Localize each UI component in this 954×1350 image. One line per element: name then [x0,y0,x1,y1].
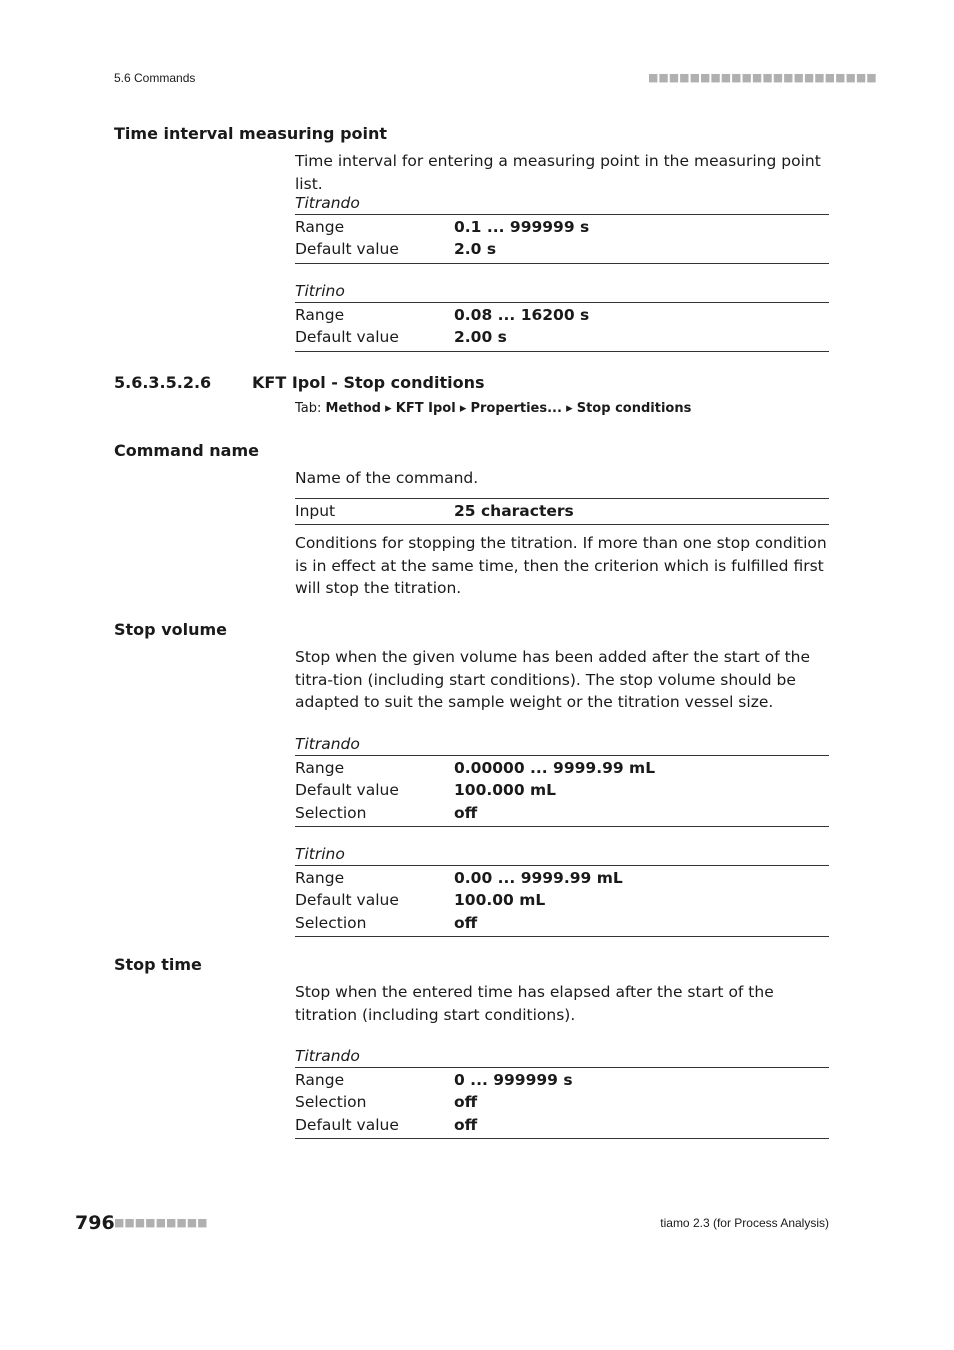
stop-conditions-note: Conditions for stopping the titration. If more than one stop condition is in effect at the same time, then the criterion which is fulfilled first will stop the titration. [295,534,827,597]
table-row [295,1091,829,1113]
tab-path-item: Stop conditions [576,401,692,416]
row-key: Default value [295,1115,399,1134]
table-caption: Titrino [295,845,345,863]
table-row [295,802,829,824]
table-row [295,1114,829,1136]
section-number: 5.6.3.5.2.6 [114,373,212,392]
table-row [295,326,829,348]
row-value: 2.0 s [454,240,497,259]
table-row [295,500,829,522]
row-value: 100.000 mL [454,781,557,800]
table-caption: Titrando [295,1047,360,1065]
section-title: KFT Ipol - Stop conditions [252,373,485,392]
heading-stop-time: Stop time [114,955,202,974]
heading-time-interval: Time interval measuring point [114,124,388,143]
stop-time-description: Stop when the entered time has elapsed after the start of the titration (including start conditions). [295,983,774,1024]
table-row [295,889,829,911]
row-key: Selection [295,913,367,932]
stop-volume-description: Stop when the given volume has been added after the start of the titra-tion (including start conditions). The stop volume should be adapted to suit the sample weight or the titration vessel size. [295,648,811,711]
row-key: Selection [295,1093,367,1112]
param-table-titrino [295,843,829,937]
tab-path [295,401,691,416]
tab-prefix: Tab: [295,401,326,416]
table-row [295,1069,829,1091]
table-caption: Titrando [295,194,360,212]
row-value: off [454,1093,478,1112]
row-key: Selection [295,803,367,822]
table-row [295,238,829,260]
table-row [295,867,829,889]
table-row [295,912,829,934]
table-row [295,216,829,238]
table-row [295,304,829,326]
param-table-input [295,498,829,525]
path-separator-icon: ▸ [561,401,577,416]
time-interval-description: Time interval for entering a measuring point in the measuring point list. [295,152,821,193]
row-value: 100.00 mL [454,891,546,910]
running-head: 5.6 Commands [114,71,196,85]
row-key: Default value [295,781,399,800]
table-caption: Titrando [295,735,360,753]
row-key: Default value [295,240,399,259]
row-value: off [454,913,478,932]
header-dots-decoration: ■■■■■■■■■■■■■■■■■■■■■■ [648,71,877,84]
row-key: Range [295,869,345,887]
path-separator-icon: ▸ [455,401,471,416]
command-name-description: Name of the command. [295,469,479,487]
tab-path-item: Properties... [470,401,562,416]
param-table-titrando [295,733,829,827]
table-row [295,779,829,801]
heading-stop-volume: Stop volume [114,620,228,639]
footer-dots-decoration: ■■■■■■■■■ [114,1216,208,1229]
row-key: Range [295,1071,345,1089]
row-key: Default value [295,328,399,347]
row-key: Default value [295,891,399,910]
page-number: 796 [75,1212,115,1234]
param-table-titrando [295,192,829,264]
table-caption: Titrino [295,282,345,300]
row-key: Input [295,502,336,520]
row-value: off [454,1115,478,1134]
product-name: tiamo 2.3 (for Process Analysis) [660,1216,829,1230]
row-value: 0.08 ... 16200 s [454,306,590,324]
row-key: Range [295,306,345,324]
row-value: 25 characters [454,502,574,520]
table-row [295,757,829,779]
heading-command-name: Command name [114,441,259,460]
row-value: 0.00000 ... 9999.99 mL [454,759,656,777]
row-value: 2.00 s [454,328,507,347]
row-value: 0.1 ... 999999 s [454,218,590,236]
param-table-titrino [295,280,829,352]
row-value: 0 ... 999999 s [454,1071,573,1089]
row-key: Range [295,218,345,236]
tab-path-item: KFT Ipol [395,401,456,416]
tab-path-item: Method [325,401,381,416]
param-table-titrando [295,1045,829,1139]
row-value: 0.00 ... 9999.99 mL [454,869,623,887]
path-separator-icon: ▸ [381,401,396,416]
row-value: off [454,803,478,822]
row-key: Range [295,759,345,777]
